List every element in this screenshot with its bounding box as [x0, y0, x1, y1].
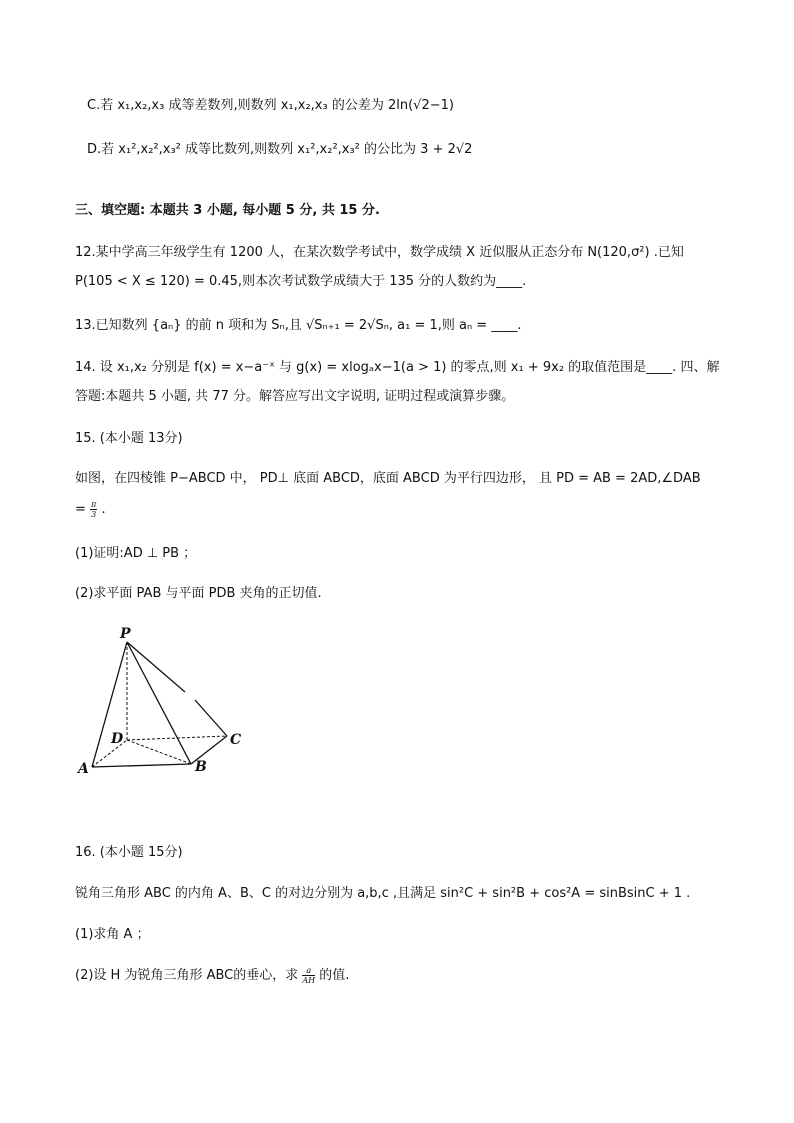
q12-line1: 12.某中学高三年级学生有 1200 人，在某次数学考试中，数学成绩 X 近似服从正态分布 N(120,σ²) .已知 — [75, 245, 684, 260]
a-over-ah-num: a — [302, 966, 315, 976]
edge-PA — [92, 642, 127, 767]
q13-line1: 13.已知数列 {aₙ} 的前 n 项和为 Sₙ,且 √Sₙ₊₁ = 2√Sₙ, a₁ = 1,则 aₙ = ____. — [75, 318, 522, 333]
section-heading: 三、填空题: 本题共 3 小题, 每小题 5 分, 共 15 分. — [75, 203, 380, 218]
edge-AB — [92, 764, 191, 767]
edge-PB — [127, 642, 191, 764]
q16-part2-suffix: 的值. — [319, 968, 350, 983]
label-C: C — [230, 732, 242, 748]
q16-header: 16. (本小题 15分) — [75, 845, 183, 860]
angle-fraction-den: 3 — [91, 510, 97, 519]
q15-line2 — [75, 500, 106, 519]
q15-line2-prefix: = — [75, 502, 86, 517]
angle-fraction-num: π — [91, 500, 97, 509]
q16-line1: 锐角三角形 ABC 的内角 A、B、C 的对边分别为 a,b,c ,且满足 sin²C + sin²B + cos²A = sinBsinC + 1 . — [75, 886, 691, 901]
angle-fraction — [90, 500, 97, 519]
option-c: C.若 x₁,x₂,x₃ 成等差数列,则数列 x₁,x₂,x₃ 的公差为 2ln(√2−1) — [87, 98, 454, 113]
pyramid-figure — [70, 622, 260, 792]
label-D: D — [111, 731, 124, 747]
q15-header: 15. (本小题 13分) — [75, 431, 183, 446]
q15-line1: 如图，在四棱锥 P−ABCD 中， PD⊥ 底面 ABCD，底面 ABCD 为平行四边形， 且 PD = AB = 2AD,∠DAB — [75, 471, 701, 486]
a-over-ah-fraction — [302, 966, 315, 985]
label-B: B — [195, 759, 207, 775]
edge-PC-upper — [127, 642, 185, 692]
edge-PC-lower — [195, 700, 227, 736]
q16-part1: (1)求角 A ； — [75, 927, 150, 942]
q16-part2-prefix: (2)设 H 为锐角三角形 ABC的垂心，求 — [75, 968, 299, 983]
option-d: D.若 x₁²,x₂²,x₃² 成等比数列,则数列 x₁²,x₂²,x₃² 的公比为 3 + 2√2 — [87, 142, 473, 157]
q15-part1: (1)证明:AD ⊥ PB ； — [75, 546, 197, 561]
edge-DB — [127, 740, 191, 764]
q14-line2: 答题:本题共 5 小题, 共 77 分。解答应写出文字说明, 证明过程或演算步骤。 — [75, 389, 515, 404]
q16-part2 — [75, 966, 349, 985]
label-P: P — [120, 626, 131, 642]
q15-line2-suffix: . — [101, 502, 106, 517]
q12-line2: P(105 < X ≤ 120) = 0.45,则本次考试数学成绩大于 135 分的人数约为____. — [75, 274, 527, 289]
q15-part2: (2)求平面 PAB 与平面 PDB 夹角的正切值. — [75, 586, 322, 601]
a-over-ah-den: AH — [302, 976, 316, 985]
q14-line1: 14. 设 x₁,x₂ 分别是 f(x) = x−a⁻ˣ 与 g(x) = xlogₐx−1(a > 1) 的零点,则 x₁ + 9x₂ 的取值范围是____. 四、解 — [75, 360, 720, 375]
label-A: A — [78, 761, 89, 777]
